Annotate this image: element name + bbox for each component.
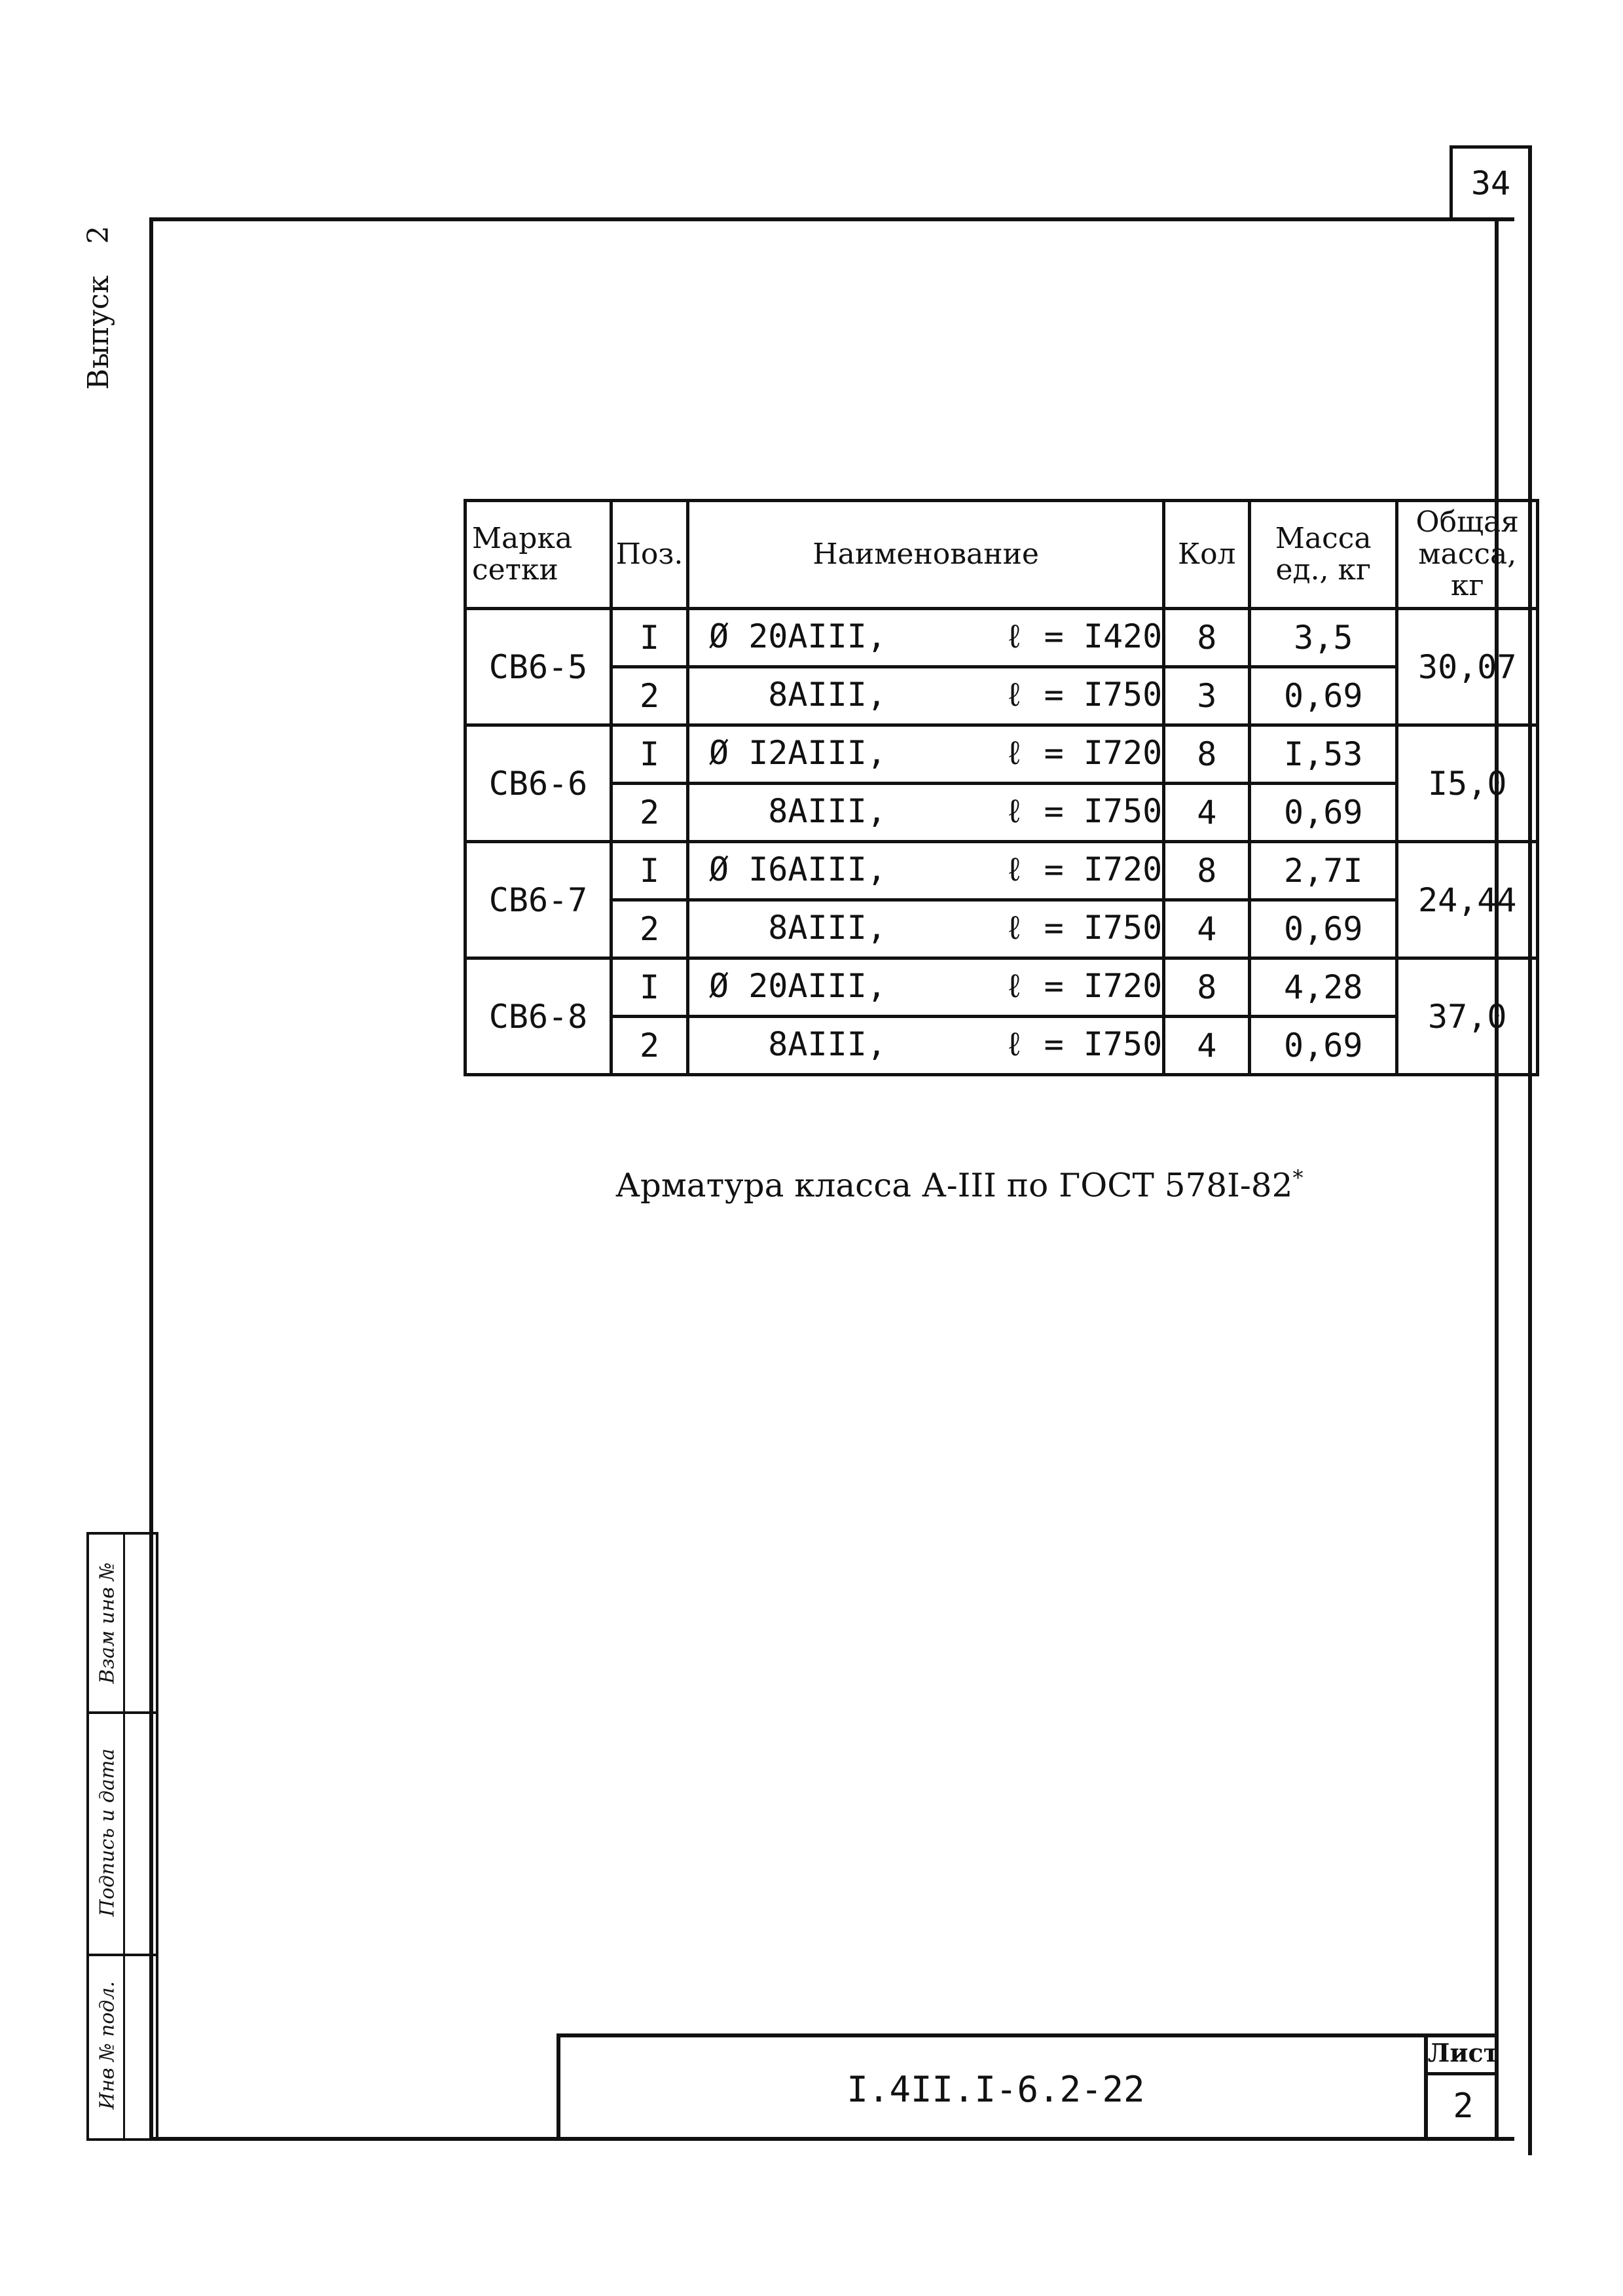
side-stamp-field-inventory: Инв № подл. — [96, 1981, 119, 2109]
position: I — [611, 725, 688, 784]
specification-table — [464, 499, 1539, 1076]
quantity: 3 — [1164, 667, 1250, 725]
item-name: 8АIII, ℓ = I750 — [688, 1017, 1164, 1075]
mesh-mark: СВ6-5 — [465, 609, 611, 725]
table-row — [465, 842, 1538, 900]
unit-mass: 4,28 — [1250, 958, 1397, 1017]
page-number-box — [1450, 145, 1532, 217]
item-name: Ø I6АIII, ℓ = I720 — [688, 842, 1164, 900]
note-mark: * — [1292, 1165, 1304, 1190]
position: I — [611, 958, 688, 1017]
mesh-mark: СВ6-6 — [465, 725, 611, 842]
side-stamp-field-signature: Подпись и дата — [96, 1748, 119, 1917]
position: 2 — [611, 900, 688, 958]
sheet-number: 2 — [1453, 2086, 1474, 2126]
table-row — [465, 609, 1538, 667]
header-total-mass: Общая масса, кг — [1397, 501, 1538, 609]
table-row — [465, 667, 1538, 725]
header-mark: Марка сетки — [465, 501, 611, 609]
unit-mass: I,53 — [1250, 725, 1397, 784]
side-title — [75, 170, 121, 445]
header-name: Наименование — [688, 501, 1164, 609]
unit-mass: 0,69 — [1250, 900, 1397, 958]
side-title-number: 2 — [81, 225, 115, 244]
table-row — [465, 958, 1538, 1017]
unit-mass: 2,7I — [1250, 842, 1397, 900]
quantity: 4 — [1164, 900, 1250, 958]
item-name: 8АIII, ℓ = I750 — [688, 900, 1164, 958]
item-name: Ø 20АIII, ℓ = I720 — [688, 958, 1164, 1017]
position: I — [611, 609, 688, 667]
unit-mass: 0,69 — [1250, 667, 1397, 725]
title-block — [556, 2033, 1499, 2141]
table-row — [465, 1017, 1538, 1075]
position: I — [611, 842, 688, 900]
header-pos: Поз. — [611, 501, 688, 609]
table-row — [465, 900, 1538, 958]
item-name: Ø I2АIII, ℓ = I720 — [688, 725, 1164, 784]
table-row — [465, 725, 1538, 784]
total-mass: 30,07 — [1397, 609, 1538, 725]
side-stamp — [86, 1532, 158, 2141]
position: 2 — [611, 1017, 688, 1075]
quantity: 4 — [1164, 1017, 1250, 1075]
quantity: 4 — [1164, 784, 1250, 842]
sheet-label: Лист — [1428, 2033, 1499, 2075]
table-row — [465, 784, 1538, 842]
side-title-label: Выпуск — [81, 275, 115, 390]
item-name: Ø 20АIII, ℓ = I420 — [688, 609, 1164, 667]
quantity: 8 — [1164, 609, 1250, 667]
position: 2 — [611, 667, 688, 725]
side-stamp-divider — [89, 1954, 156, 1956]
total-mass: I5,0 — [1397, 725, 1538, 842]
note-text: Арматура класса А-III по ГОСТ 578I-82 — [615, 1166, 1293, 1205]
header-unit-mass: Масса ед., кг — [1250, 501, 1397, 609]
side-stamp-field-replaced: Взам инв № — [96, 1562, 119, 1684]
item-name: 8АIII, ℓ = I750 — [688, 784, 1164, 842]
item-name: 8АIII, ℓ = I750 — [688, 667, 1164, 725]
quantity: 8 — [1164, 842, 1250, 900]
side-stamp-midline — [123, 1535, 125, 2138]
quantity: 8 — [1164, 958, 1250, 1017]
sheet-box — [1424, 2033, 1499, 2141]
side-stamp-divider — [89, 1711, 156, 1714]
document-code: I.4II.I-6.2-22 — [847, 2068, 1145, 2110]
total-mass: 37,0 — [1397, 958, 1538, 1075]
quantity: 8 — [1164, 725, 1250, 784]
mesh-mark: СВ6-7 — [465, 842, 611, 958]
table-header-row — [465, 501, 1538, 609]
reinforcement-note — [615, 1165, 1303, 1205]
frame-right-outer-line — [1528, 145, 1532, 2155]
unit-mass: 3,5 — [1250, 609, 1397, 667]
unit-mass: 0,69 — [1250, 784, 1397, 842]
page-number: 34 — [1470, 164, 1511, 202]
header-qty: Кол — [1164, 501, 1250, 609]
unit-mass: 0,69 — [1250, 1017, 1397, 1075]
position: 2 — [611, 784, 688, 842]
total-mass: 24,44 — [1397, 842, 1538, 958]
mesh-mark: СВ6-8 — [465, 958, 611, 1075]
